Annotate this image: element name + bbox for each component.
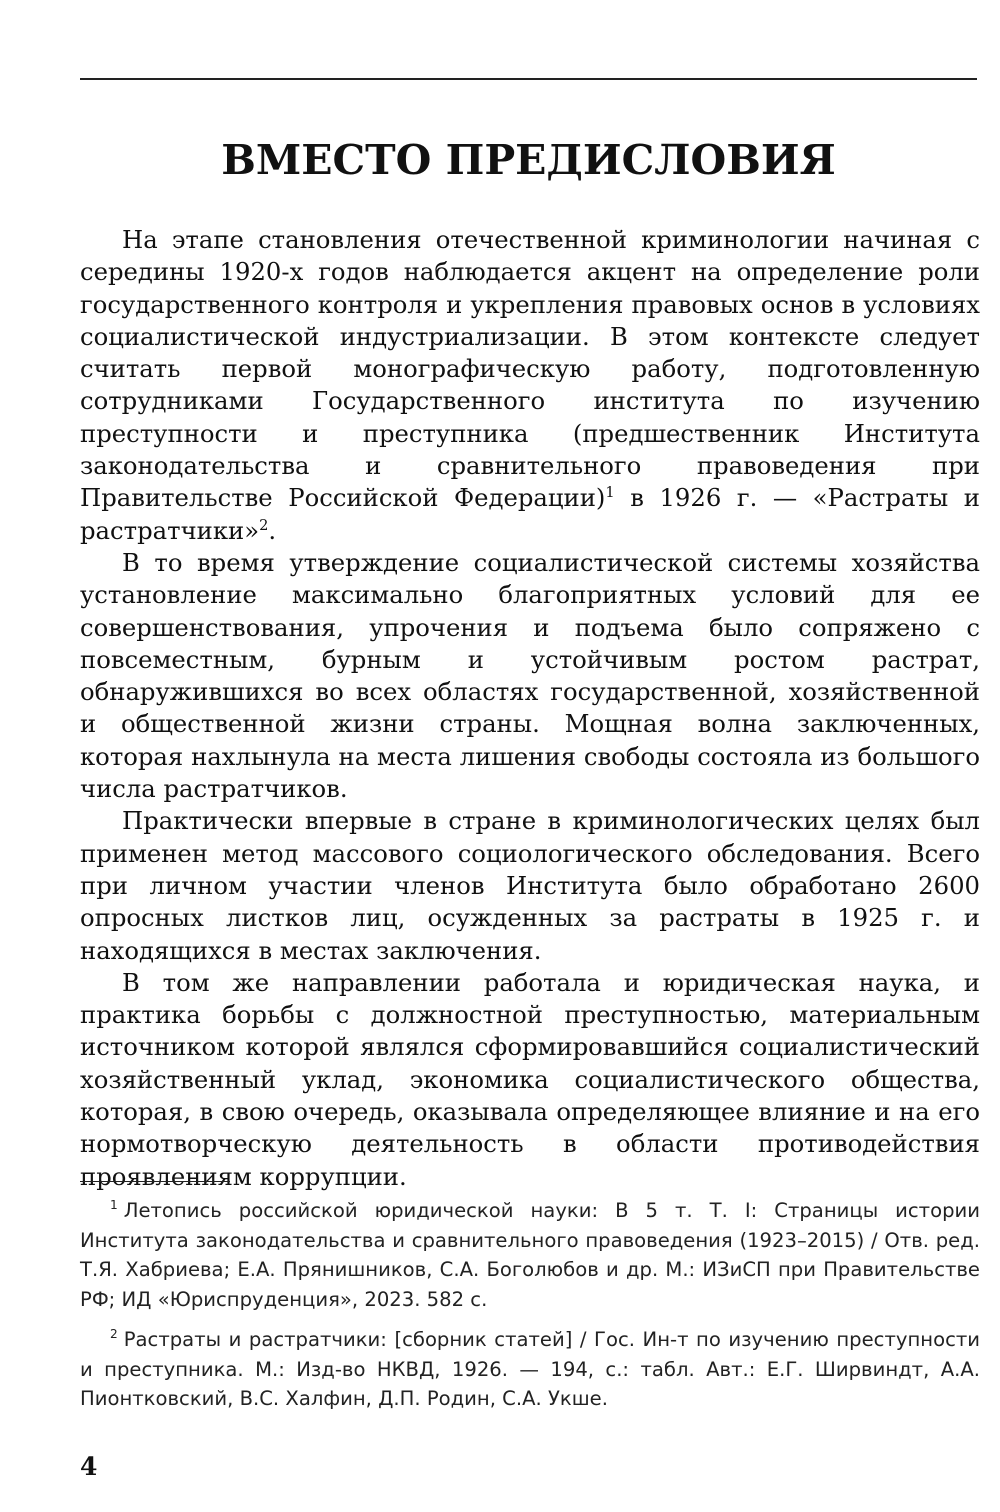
- footnote-number: 2: [110, 1327, 118, 1342]
- paragraph-1: [80, 224, 980, 547]
- footnote-ref-1[interactable]: 1: [605, 484, 615, 502]
- paragraph-1-text-b: в 1926 г. — «Растраты и растратчики»: [80, 483, 980, 545]
- footnote-text: Растраты и растратчики: [сборник статей] / Гос. Ин-т по изучению преступности и преступника. М.: Изд-во НКВД, 1926. — 194, с.: табл. Авт.: Е.Г. Ширвиндт, А.А. Пионтковский, В.С. Халфин, Д.П. Родин, С.А. Укше.: [80, 1328, 980, 1410]
- page-title: ВМЕСТО ПРЕДИСЛОВИЯ: [221, 136, 836, 184]
- footnote-2: [80, 1325, 980, 1414]
- footnote-1: [80, 1196, 980, 1314]
- paragraph-2: В то время утверждение социалистической системы хозяйства установление максимально благоприятных условий для ее совершенствования, упрочения и подъема было сопряжено с повсеместным, бурным и устойчивым ростом растрат, обнаружившихся во всех областях государственной, хозяйственной и общественной жизни страны. Мощная волна заключенных, которая нахлынула на места лишения свободы состояла из большого числа растратчиков.: [80, 547, 980, 804]
- paragraph-1-text-c: .: [268, 515, 277, 545]
- paragraph-3: Практически впервые в стране в криминологических целях был применен метод массового социологического обследования. Всего при личном участии членов Института было обработано 2600 опросных листков лиц, осужденных за растраты в 1925 г. и находящихся в местах заключения.: [80, 806, 980, 965]
- paragraph-1-text-a: На этапе становления отечественной криминологии начиная с середины 1920-х годов наблюдается акцент на определение роли государственного контроля и укрепления правовых основ в условиях социалистической индустриализации. В этом контексте следует считать первой монографическую работу, подготовленную сотрудниками Государственного института по изучению преступности и преступника (предшественник Института законодательства и сравнительного правоведения при Правительстве Российской Федерации): [80, 225, 980, 513]
- page-number: 4: [80, 1452, 98, 1481]
- footnote-separator: [80, 1181, 230, 1182]
- body-text: [80, 224, 980, 1193]
- footnote-ref-2[interactable]: 2: [259, 516, 269, 534]
- footnote-text: Летопись российской юридической науки: В 5 т. Т. I: Страницы истории Института законодательства и сравнительного правоведения (1923–2015) / Отв. ред. Т.Я. Хабриева; Е.А. Прянишников, С.А. Боголюбов и др. М.: ИЗиСП при Правительстве РФ; ИД «Юриспруденция», 2023. 582 с.: [80, 1199, 980, 1311]
- footnotes: [80, 1196, 980, 1425]
- top-rule: [80, 78, 977, 80]
- paragraph-4: В том же направлении работала и юридическая наука, и практика борьбы с должностной преступностью, материальным источником которой являлся сформировавшийся социалистический хозяйственный уклад, экономика социалистического общества, которая, в свою очередь, оказывала определяющее влияние и на его нормотворческую деятельность в области противодействия проявлениям коррупции.: [80, 967, 980, 1191]
- footnote-number: 1: [110, 1198, 118, 1213]
